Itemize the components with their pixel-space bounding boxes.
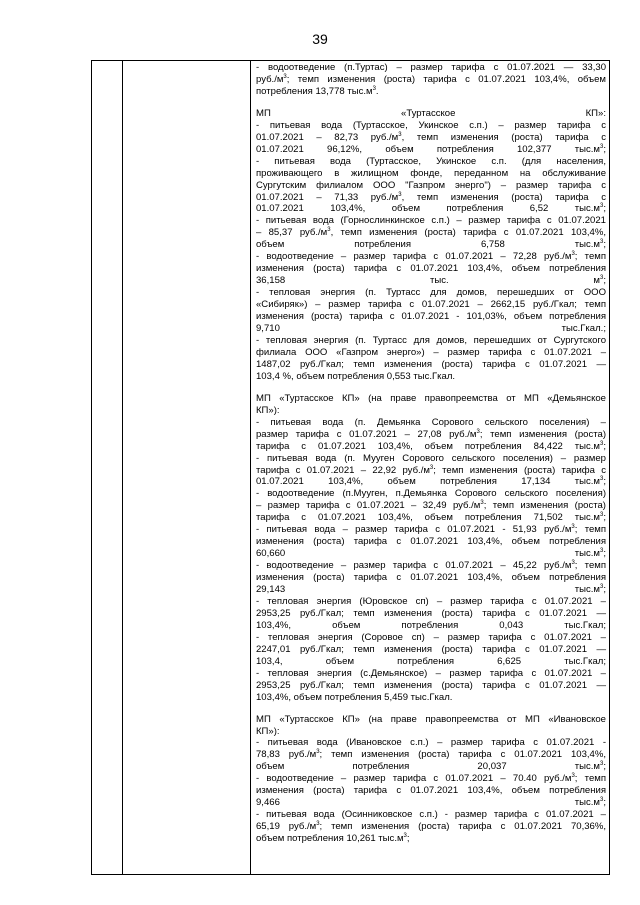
text-line: 9,710 тыс.Гкал.; — [256, 323, 606, 335]
text-line: 01.07.2021 103,4%, объем потребления 6,52 $тыс.м^3$; — [256, 203, 606, 215]
text-line: 103,4 %, объем потребления 0,553 тыс.Гкал. — [256, 370, 456, 382]
text-line: - питьевая вода – размер тарифа с 01.07.2021 - 51,93 $руб./м^3$; темп — [256, 524, 606, 536]
text-line: - тепловая энергия (с.Демьянское) – размер тарифа с 01.07.2021 – — [256, 667, 606, 679]
text-line: - тепловая энергия (п. Туртасс для домов, перешедших от ООО — [256, 287, 606, 299]
paragraph-gap — [256, 704, 606, 714]
text-line: – размер тарифа с 01.07.2021 – 32,49 $руб./м^3$; темп изменения (роста) — [256, 500, 606, 512]
text-line: - водоотведение – размер тарифа с 01.07.2021 – 72,28 $руб./м^3$; темп — [256, 251, 606, 263]
text-line: размер тарифа с 01.07.2021 – 27,08 $руб./м^3$; темп изменения (роста) — [256, 428, 607, 440]
text-line: изменения (роста) тарифа с 01.07.2021 - 101,03%, объем потребления — [256, 311, 606, 323]
text-line: проживающего в жилищном фонде, переданном на обслуживание — [256, 167, 606, 179]
text-line: – 85,37 $руб./м^3$, темп изменения (роста) тарифа с 01.07.2021 103,4%, — [256, 227, 606, 239]
text-line: - водоотведение (п.Мууген, п.Демьянка Сорового сельского поселения) — [256, 488, 606, 500]
text-line: 36,158 тыс. $м^3$; — [256, 275, 606, 287]
tariff-paragraph — [256, 393, 606, 704]
text-line: - тепловая энергия (Юровское сп) – размер тарифа с 01.07.2021 – — [256, 595, 606, 607]
text-line: 9,466 $тыс.м^3$; — [256, 797, 606, 809]
text-line: 2953,25 руб./Гкал; темп изменения (роста) тарифа с 01.07.2021 — — [256, 607, 606, 619]
text-line: 01.07.2021 – 71,33 $руб./м^3$, темп изменения (роста) тарифа с — [256, 191, 606, 203]
text-line: Сургутским филиалом ООО "Газпром энерго") – размер тарифа с — [256, 179, 606, 191]
column-divider-1 — [122, 61, 123, 874]
text-line: тарифа с 01.07.2021 103,4%, объем потребления 84,422 $тыс.м^3$; — [256, 440, 606, 452]
text-line: 103,4%, объем потребления 5,459 тыс.Гкал. — [256, 691, 453, 703]
text-line: объем потребления 6,758 $тыс.м^3$; — [256, 239, 606, 251]
text-line: $руб./м^3$; темп изменения (роста) тарифа с 01.07.2021 103,4%, объем — [256, 73, 606, 85]
text-line: тарифа с 01.07.2021 – 22,92 $руб./м^3$; темп изменения (роста) тарифа с — [256, 464, 606, 476]
text-line: 60,660 $тыс.м^3$; — [256, 548, 606, 560]
text-line: 29,143 $тыс.м^3$; — [256, 583, 606, 596]
text-line: - тепловая энергия (Соровое сп) – размер тарифа с 01.07.2021 – — [256, 631, 606, 643]
text-line: объем потребления 10,261 $тыс.м^3$; — [256, 832, 410, 845]
text-line: - питьевая вода (п. Мууген Сорового сельского поселения) – размер — [256, 452, 606, 464]
tariff-paragraph — [256, 62, 606, 98]
paragraph-gap — [256, 98, 606, 108]
text-line: изменения (роста) тарифа с 01.07.2021 103,4%, объем потребления — [256, 263, 606, 275]
text-line: - питьевая вода (Горнослинкинское с.п.) – размер тарифа с 01.07.2021 — [256, 215, 606, 227]
text-line: 103,4%, объем потребления 0,043 тыс.Гкал; — [256, 619, 606, 631]
tariff-description-cell — [250, 61, 609, 845]
text-line: филиала ООО «Газпром энерго») – размер тарифа с 01.07.2021 – — [256, 346, 606, 358]
text-line: - водоотведение – размер тарифа с 01.07.2021 – 70.40 $руб./м^3$; темп — [256, 773, 606, 785]
text-line: потребления 13,778 $тыс.м^3$. — [256, 85, 379, 97]
text-line: изменения (роста) тарифа с 01.07.2021 103,4%, объем потребления — [256, 785, 606, 797]
tariff-paragraph — [256, 108, 606, 383]
text-line: КП»): — [256, 725, 280, 737]
text-line: 01.07.2021 96,12%, объем потребления 102,377 $тыс.м^3$; — [256, 143, 606, 155]
text-line: МП «Туртасское КП» (на праве правопреемства от МП «Ивановское — [256, 713, 606, 725]
text-line: 103,4, объем потребления 6,625 тыс.Гкал; — [256, 655, 606, 667]
page-number: 39 — [312, 31, 328, 47]
text-line: тарифа с 01.07.2021 103,4%, объем потребления 71,502 $тыс.м^3$; — [256, 512, 606, 524]
text-line: - питьевая вода (Ивановское с.п.) – размер тарифа с 01.07.2021 - — [256, 737, 606, 749]
text-line: МП «Туртасское КП»: — [256, 107, 606, 119]
text-line: - питьевая вода (Осинниковское с.п.) - размер тарифа с 01.07.2021 – — [256, 809, 606, 821]
text-line: 78,83 $руб./м^3$; темп изменения (роста) тарифа с 01.07.2021 103,4%, — [256, 749, 606, 761]
text-line: 2247,01 руб./Гкал; темп изменения (роста) тарифа с 01.07.2021 — — [256, 643, 606, 655]
text-line: - тепловая энергия (п. Туртасс для домов, перешедших от Сургутского — [256, 334, 606, 346]
text-line: изменения (роста) тарифа с 01.07.2021 103,4%, объем потребления — [256, 572, 606, 584]
text-line: МП «Туртасское КП» (на праве правопреемства от МП «Демьянское — [256, 392, 606, 404]
text-line: КП»): — [256, 404, 280, 416]
text-line: 65,19 $руб./м^3$; темп изменения (роста) тарифа с 01.07.2021 70,36%, — [256, 820, 606, 833]
tariff-paragraph — [256, 714, 606, 845]
text-line: 2953,25 руб./Гкал; темп изменения (роста) тарифа с 01.07.2021 — — [256, 679, 606, 691]
text-line: «Сибиряк») – размер тарифа с 01.07.2021 – 2662,15 руб./Гкал; темп — [256, 299, 606, 311]
text-line: изменения (роста) тарифа с 01.07.2021 103,4%, объем потребления — [256, 536, 606, 548]
text-line: объем потребления 20,037 $тыс.м^3$; — [256, 761, 606, 773]
text-line: - водоотведение (п.Туртас) – размер тарифа с 01.07.2021 — 33,30 — [256, 62, 606, 73]
tariff-table — [91, 60, 610, 875]
paragraph-gap — [256, 383, 606, 393]
text-line: - питьевая вода (п. Демьянка Сорового сельского поселения) – — [256, 416, 606, 428]
text-line: 1487,02 руб./Гкал; темп изменения (роста) тарифа с 01.07.2021 — — [256, 358, 606, 370]
text-line: - водоотведение – размер тарифа с 01.07.2021 – 45,22 $руб./м^3$; темп — [256, 559, 606, 572]
text-line: - питьевая вода (Туртасское, Укинское с.п. (для населения, — [256, 155, 606, 167]
text-line: 01.07.2021 – 82,73 $руб./м^3$, темп изменения (роста) тарифа с — [256, 131, 606, 143]
text-line: - питьевая вода (Туртасское, Укинское с.п.) – размер тарифа с — [256, 119, 606, 131]
text-line: 01.07.2021 103,4%, объем потребления 17,134 $тыс.м^3$; — [256, 476, 606, 488]
